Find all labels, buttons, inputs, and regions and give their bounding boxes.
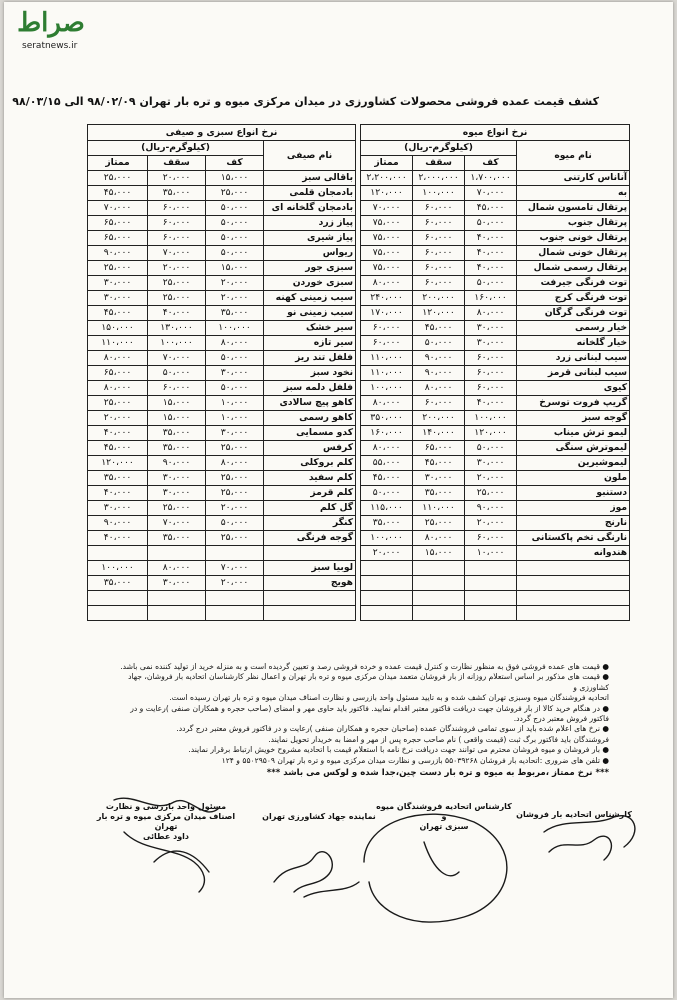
veg-floor-cell: ۱۰،۰۰۰ <box>206 411 264 426</box>
signature-right <box>544 816 635 860</box>
veg-premium-cell: ۳۰،۰۰۰ <box>88 291 148 306</box>
veg-ceiling-cell: ۱۳۰،۰۰۰ <box>148 321 206 336</box>
fruit-ceiling-cell: ۶۰،۰۰۰ <box>413 201 465 216</box>
fruit-floor-cell: ۱۰،۰۰۰ <box>465 546 517 561</box>
fruit-ceiling-cell: ۶۰،۰۰۰ <box>413 276 465 291</box>
veg-floor-cell: ۲۰،۰۰۰ <box>206 501 264 516</box>
veg-ceiling-cell: ۷۰،۰۰۰ <box>148 516 206 531</box>
fruit-ceiling-cell: ۲۰۰،۰۰۰ <box>413 411 465 426</box>
veg-name-cell: سبزی خوردن <box>264 276 356 291</box>
veg-premium-cell: ۶۵،۰۰۰ <box>88 216 148 231</box>
veg-premium-cell: ۴۵،۰۰۰ <box>88 186 148 201</box>
fruit-name-cell: پرتقال خونی جنوب <box>517 231 630 246</box>
fruit-ceiling-cell: ۳۰،۰۰۰ <box>413 471 465 486</box>
fruit-floor-cell: ۶۰،۰۰۰ <box>465 381 517 396</box>
fruit-ceiling-cell: ۶۰،۰۰۰ <box>413 396 465 411</box>
fruit-premium-cell: ۳۵،۰۰۰ <box>361 516 413 531</box>
fruit-name-cell: خیار گلخانه <box>517 336 630 351</box>
fruit-ceiling-cell: ۸۰،۰۰۰ <box>413 531 465 546</box>
fruit-floor-cell: ۳۰،۰۰۰ <box>465 321 517 336</box>
fruit-floor-cell: ۵۰،۰۰۰ <box>465 441 517 456</box>
signatory-center: نماینده جهاد کشاورزی تهران <box>262 812 376 821</box>
veg-floor-cell: ۵۰،۰۰۰ <box>206 516 264 531</box>
fruit-name-cell: دستنبو <box>517 486 630 501</box>
veg-floor-cell: ۵۰،۰۰۰ <box>206 351 264 366</box>
fruit-ceiling-cell: ۲۵،۰۰۰ <box>413 516 465 531</box>
veg-premium-cell: ۸۰،۰۰۰ <box>88 351 148 366</box>
veg-name-cell: گوجه فرنگی <box>264 531 356 546</box>
fruit-floor-cell: ۳۰،۰۰۰ <box>465 456 517 471</box>
fruit-floor-cell: ۳۰،۰۰۰ <box>465 336 517 351</box>
veg-ceiling-cell: ۹۰،۰۰۰ <box>148 456 206 471</box>
veg-name-header: نام صیفی <box>264 141 356 171</box>
veg-name-cell: لوبیا سبز <box>264 561 356 576</box>
veg-name-cell: بادمجان گلخانه ای <box>264 201 356 216</box>
signatory-left-line1: مسئول واحد بازرسی و نظارت <box>105 802 227 811</box>
signatory-left-line3: داود عطائی <box>142 832 190 841</box>
veg-floor-cell: ۲۵،۰۰۰ <box>206 186 264 201</box>
note-line: فروشندگان باید فاکتور برگ ثبت (قیمت واقعی ) نام صاحب حجره پس از مهر و امضا به خریدار تحویل نمایند. <box>268 734 609 744</box>
veg-ceiling-cell: ۳۰،۰۰۰ <box>148 576 206 591</box>
veg-premium-cell: ۹۰،۰۰۰ <box>88 246 148 261</box>
fruit-ceiling-cell: ۱۲۰،۰۰۰ <box>413 306 465 321</box>
veg-ceiling-header: سقف <box>148 156 206 171</box>
veg-floor-cell: ۵۰،۰۰۰ <box>206 231 264 246</box>
fruit-ceiling-cell: ۱۱۰،۰۰۰ <box>413 501 465 516</box>
fruit-premium-cell: ۷۵،۰۰۰ <box>361 216 413 231</box>
veg-premium-cell: ۴۰،۰۰۰ <box>88 531 148 546</box>
veg-premium-cell: ۲۵،۰۰۰ <box>88 396 148 411</box>
fruit-premium-cell: ۱۱۰،۰۰۰ <box>361 366 413 381</box>
fruit-name-cell: سیب لبنانی قرمز <box>517 366 630 381</box>
veg-name-cell: کلم سفید <box>264 471 356 486</box>
note-line: ● بار فروشان و میوه فروشان محترم می توانند جهت دریافت نرخ نامه با استعلام قیمت با اتحادیه مشروح خویش ارتباط برقرار نمایند. <box>188 745 609 755</box>
veg-ceiling-cell: ۲۰،۰۰۰ <box>148 261 206 276</box>
fruit-premium-cell: ۷۵،۰۰۰ <box>361 231 413 246</box>
veg-premium-cell: ۴۰،۰۰۰ <box>88 486 148 501</box>
veg-floor-header: کف <box>206 156 264 171</box>
fruit-ceiling-cell: ۶۵،۰۰۰ <box>413 441 465 456</box>
veg-name-cell: سیب زمینی کهنه <box>264 291 356 306</box>
signatory-left-line2: اصناف میدان مرکزی میوه و تره بار تهران <box>96 812 236 831</box>
fruit-name-cell: توت فرنگی کرج <box>517 291 630 306</box>
veg-name-cell: گل کلم <box>264 501 356 516</box>
fruit-name-cell: گریپ فروت توسرخ <box>517 396 630 411</box>
veg-name-cell: کاهو رسمی <box>264 411 356 426</box>
veg-floor-cell: ۳۵،۰۰۰ <box>206 306 264 321</box>
fruit-ceiling-header: سقف <box>413 156 465 171</box>
fruit-ceiling-cell: ۶۰،۰۰۰ <box>413 216 465 231</box>
fruit-name-cell: توت فرنگی جیرفت <box>517 276 630 291</box>
veg-name-cell: کرفس <box>264 441 356 456</box>
premium-note: *** نرخ ممتاز ،مربوط به میوه و تره بار دست چین،جدا شده و لوکس می باشد *** <box>266 768 609 779</box>
veg-ceiling-cell: ۶۰،۰۰۰ <box>148 381 206 396</box>
veg-premium-cell: ۲۵،۰۰۰ <box>88 261 148 276</box>
veg-ceiling-cell: ۶۰،۰۰۰ <box>148 201 206 216</box>
veg-premium-cell: ۸۰،۰۰۰ <box>88 381 148 396</box>
fruit-ceiling-cell: ۱۰۰،۰۰۰ <box>413 186 465 201</box>
veg-name-cell: فلفل تند ریز <box>264 351 356 366</box>
fruit-floor-cell: ۵۰،۰۰۰ <box>465 216 517 231</box>
fruit-name-cell: لیموترش سنگی <box>517 441 630 456</box>
signatory-center-right-line2: سبزی تهران <box>419 822 469 831</box>
fruit-premium-cell: ۱۰۰،۰۰۰ <box>361 531 413 546</box>
document-title: کشف قیمت عمده فروشی محصولات کشاورزی در میدان مرکزی میوه و تره بار تهران ۹۸/۰۲/۰۹ الی ۹۸/۰۳/۱۵ <box>12 95 599 108</box>
veg-name-cell: کاهو پیچ سالادی <box>264 396 356 411</box>
veg-ceiling-cell: ۳۰،۰۰۰ <box>148 471 206 486</box>
fruit-ceiling-cell: ۹۰،۰۰۰ <box>413 351 465 366</box>
fruit-floor-cell: ۱،۷۰۰،۰۰۰ <box>465 171 517 186</box>
veg-premium-cell: ۱۵۰،۰۰۰ <box>88 321 148 336</box>
veg-premium-cell: ۷۰،۰۰۰ <box>88 201 148 216</box>
veg-floor-cell: ۱۰،۰۰۰ <box>206 396 264 411</box>
veg-floor-cell: ۱۵،۰۰۰ <box>206 171 264 186</box>
fruit-premium-cell: ۴۵،۰۰۰ <box>361 471 413 486</box>
fruit-name-cell: پرتقال تامسون شمال <box>517 201 630 216</box>
fruit-premium-cell: ۵۵،۰۰۰ <box>361 456 413 471</box>
veg-floor-cell: ۷۰،۰۰۰ <box>206 561 264 576</box>
fruit-premium-cell: ۱۰۰،۰۰۰ <box>361 381 413 396</box>
fruit-name-cell: توت فرنگی گرگان <box>517 306 630 321</box>
fruit-premium-cell: ۱۱۰،۰۰۰ <box>361 351 413 366</box>
fruit-name-cell: لیمو ترش میناب <box>517 426 630 441</box>
fruit-ceiling-cell: ۹۰،۰۰۰ <box>413 366 465 381</box>
note-line: ● قیمت های عمده فروشی فوق به منظور نظارت و کنترل قیمت عمده و خرده فروشی رصد و تعیین گردیده است و به منزله خرید از تولید کننده نمی باشد. <box>120 662 609 671</box>
veg-name-cell: کلم بروکلی <box>264 456 356 471</box>
veg-floor-cell: ۸۰،۰۰۰ <box>206 336 264 351</box>
fruit-name-cell: لیموشیرین <box>517 456 630 471</box>
fruit-premium-cell: ۱۲۰،۰۰۰ <box>361 186 413 201</box>
fruit-premium-cell: ۷۵،۰۰۰ <box>361 261 413 276</box>
fruit-premium-cell: ۶۰،۰۰۰ <box>361 321 413 336</box>
fruit-floor-cell: ۸۰،۰۰۰ <box>465 306 517 321</box>
veg-premium-cell: ۲۰،۰۰۰ <box>88 411 148 426</box>
veg-ceiling-cell: ۷۰،۰۰۰ <box>148 246 206 261</box>
veg-premium-cell: ۳۰،۰۰۰ <box>88 276 148 291</box>
veg-name-cell: کدو مسمایی <box>264 426 356 441</box>
fruit-ceiling-cell: ۲،۰۰۰،۰۰۰ <box>413 171 465 186</box>
fruit-ceiling-cell: ۲۰۰،۰۰۰ <box>413 291 465 306</box>
veg-premium-cell: ۳۵،۰۰۰ <box>88 471 148 486</box>
fruit-ceiling-cell: ۶۰،۰۰۰ <box>413 231 465 246</box>
veg-ceiling-cell: ۱۵،۰۰۰ <box>148 411 206 426</box>
fruit-name-header: نام میوه <box>517 141 630 171</box>
veg-premium-header: ممتاز <box>88 156 148 171</box>
veg-name-cell: سیب زمینی نو <box>264 306 356 321</box>
veg-floor-cell: ۲۵،۰۰۰ <box>206 486 264 501</box>
veg-name-cell: کلم قرمز <box>264 486 356 501</box>
veg-ceiling-cell: ۶۰،۰۰۰ <box>148 216 206 231</box>
veg-ceiling-cell: ۴۰،۰۰۰ <box>148 306 206 321</box>
fruit-floor-cell: ۲۰،۰۰۰ <box>465 471 517 486</box>
veg-floor-cell: ۱۰۰،۰۰۰ <box>206 321 264 336</box>
fruit-floor-cell: ۱۶۰،۰۰۰ <box>465 291 517 306</box>
veg-name-cell: سبزی جور <box>264 261 356 276</box>
veg-floor-cell: ۵۰،۰۰۰ <box>206 216 264 231</box>
veg-floor-cell: ۲۰،۰۰۰ <box>206 291 264 306</box>
fruit-floor-cell: ۲۰،۰۰۰ <box>465 516 517 531</box>
fruit-premium-header: ممتاز <box>361 156 413 171</box>
fruit-name-cell: سیب لبنانی زرد <box>517 351 630 366</box>
fruit-name-cell: گوجه سبز <box>517 411 630 426</box>
fruit-name-cell: پرتقال خونی شمال <box>517 246 630 261</box>
veg-floor-cell: ۲۰،۰۰۰ <box>206 276 264 291</box>
veg-ceiling-cell: ۵۰،۰۰۰ <box>148 366 206 381</box>
fruit-section-header: نرخ انواع میوه <box>361 125 630 141</box>
veg-floor-cell: ۲۵،۰۰۰ <box>206 471 264 486</box>
fruit-name-cell: آناناس کارتنی <box>517 171 630 186</box>
veg-premium-cell: ۶۵،۰۰۰ <box>88 366 148 381</box>
veg-unit-header: (کیلوگرم-ریال) <box>88 141 264 156</box>
fruit-premium-cell: ۸۰،۰۰۰ <box>361 441 413 456</box>
veg-name-cell: هویج <box>264 576 356 591</box>
veg-premium-cell: ۱۲۰،۰۰۰ <box>88 456 148 471</box>
fruit-name-cell: پرتقال رسمی شمال <box>517 261 630 276</box>
veg-ceiling-cell: ۳۰،۰۰۰ <box>148 486 206 501</box>
fruit-floor-cell: ۱۰۰،۰۰۰ <box>465 411 517 426</box>
fruit-floor-cell: ۱۲۰،۰۰۰ <box>465 426 517 441</box>
veg-section-header: نرخ انواع سبزی و صیفی <box>88 125 356 141</box>
veg-premium-cell: ۱۰۰،۰۰۰ <box>88 561 148 576</box>
fruit-floor-cell: ۴۰،۰۰۰ <box>465 231 517 246</box>
fruit-premium-cell: ۱۶۰،۰۰۰ <box>361 426 413 441</box>
fruit-unit-header: (کیلوگرم-ریال) <box>361 141 517 156</box>
veg-floor-cell: ۲۵،۰۰۰ <box>206 531 264 546</box>
fruit-floor-cell: ۵۰،۰۰۰ <box>465 276 517 291</box>
veg-name-cell: باقالی سبز <box>264 171 356 186</box>
fruit-floor-cell: ۴۵،۰۰۰ <box>465 201 517 216</box>
note-line: اتحادیه فروشندگان میوه وسبزی تهران کشف شده و به تایید مسئول واحد بازرسی و نظارت اصناف میدان میوه و تره بار تهران رسیده است. <box>169 693 609 703</box>
fruit-ceiling-cell: ۸۰،۰۰۰ <box>413 381 465 396</box>
fruit-ceiling-cell: ۴۵،۰۰۰ <box>413 321 465 336</box>
fruit-premium-cell: ۲،۲۰۰،۰۰۰ <box>361 171 413 186</box>
veg-premium-cell: ۳۵،۰۰۰ <box>88 576 148 591</box>
fruit-floor-cell: ۷۰،۰۰۰ <box>465 186 517 201</box>
fruit-premium-cell: ۶۰،۰۰۰ <box>361 336 413 351</box>
fruit-floor-cell: ۴۰،۰۰۰ <box>465 396 517 411</box>
veg-floor-cell: ۵۰،۰۰۰ <box>206 246 264 261</box>
fruit-premium-cell: ۳۵۰،۰۰۰ <box>361 411 413 426</box>
veg-ceiling-cell: ۲۵،۰۰۰ <box>148 276 206 291</box>
veg-ceiling-cell: ۲۵،۰۰۰ <box>148 291 206 306</box>
veg-premium-cell: ۳۰،۰۰۰ <box>88 501 148 516</box>
veg-name-cell: پیاز شیری <box>264 231 356 246</box>
veg-name-cell: نخود سبز <box>264 366 356 381</box>
fruit-ceiling-cell: ۶۰،۰۰۰ <box>413 246 465 261</box>
fruit-name-cell: هندوانه <box>517 546 630 561</box>
signature-center <box>274 852 359 897</box>
fruit-name-cell: نارنگی تخم پاکستانی <box>517 531 630 546</box>
fruit-ceiling-cell: ۶۰،۰۰۰ <box>413 261 465 276</box>
fruit-ceiling-cell: ۵۰،۰۰۰ <box>413 336 465 351</box>
veg-premium-cell: ۴۵،۰۰۰ <box>88 441 148 456</box>
veg-floor-cell: ۵۰،۰۰۰ <box>206 381 264 396</box>
fruit-ceiling-cell: ۴۵،۰۰۰ <box>413 456 465 471</box>
fruit-floor-cell: ۶۰،۰۰۰ <box>465 366 517 381</box>
fruit-premium-cell: ۵۰،۰۰۰ <box>361 486 413 501</box>
fruit-floor-cell: ۴۰،۰۰۰ <box>465 261 517 276</box>
veg-floor-cell: ۵۰،۰۰۰ <box>206 201 264 216</box>
fruit-floor-cell: ۹۰،۰۰۰ <box>465 501 517 516</box>
handwritten-signatures <box>4 2 673 998</box>
site-url: seratnews.ir <box>22 41 78 51</box>
veg-ceiling-cell: ۳۵،۰۰۰ <box>148 186 206 201</box>
veg-name-cell: ریواس <box>264 246 356 261</box>
veg-ceiling-cell: ۶۰،۰۰۰ <box>148 231 206 246</box>
veg-floor-cell: ۳۰،۰۰۰ <box>206 426 264 441</box>
veg-ceiling-cell: ۳۵،۰۰۰ <box>148 426 206 441</box>
veg-premium-cell: ۴۵،۰۰۰ <box>88 306 148 321</box>
note-line: ● قیمت های مذکور بر اساس استعلام روزانه از بار فروشان متعمد میدان مرکزی میوه و تره بار تهران و اعمال نظر کارشناسان اتحادیه بار فروشان، جهاد کشاورزی و <box>128 672 609 692</box>
veg-premium-cell: ۲۵،۰۰۰ <box>88 171 148 186</box>
veg-ceiling-cell: ۲۵،۰۰۰ <box>148 501 206 516</box>
veg-name-cell: بادمجان قلمی <box>264 186 356 201</box>
fruit-ceiling-cell: ۱۵،۰۰۰ <box>413 546 465 561</box>
veg-premium-cell: ۹۰،۰۰۰ <box>88 516 148 531</box>
fruit-floor-cell: ۲۵،۰۰۰ <box>465 486 517 501</box>
fruit-premium-cell: ۱۱۵،۰۰۰ <box>361 501 413 516</box>
fruit-name-cell: ملون <box>517 471 630 486</box>
veg-premium-cell: ۱۱۰،۰۰۰ <box>88 336 148 351</box>
fruit-floor-header: کف <box>465 156 517 171</box>
fruit-name-cell: خیار رسمی <box>517 321 630 336</box>
veg-ceiling-cell: ۷۰،۰۰۰ <box>148 351 206 366</box>
note-line: ● تلفن های ضروری :اتحادیه بار فروشان ۵۵۰۳۹۲۶۸ بازرسی و نظارت میدان مرکزی میوه و تره بار تهران ۵۵۰۲۹۵۰۹ و ۱۲۴ <box>221 755 609 765</box>
veg-name-cell: کنگر <box>264 516 356 531</box>
veg-premium-cell: ۴۰،۰۰۰ <box>88 426 148 441</box>
fruit-name-cell: موز <box>517 501 630 516</box>
veg-name-cell: سیر تازه <box>264 336 356 351</box>
fruit-name-cell: نارنج <box>517 516 630 531</box>
fruit-floor-cell: ۶۰،۰۰۰ <box>465 531 517 546</box>
veg-floor-cell: ۲۰،۰۰۰ <box>206 576 264 591</box>
fruit-premium-cell: ۷۵،۰۰۰ <box>361 246 413 261</box>
fruit-premium-cell: ۱۷۰،۰۰۰ <box>361 306 413 321</box>
signature-center-right <box>364 814 507 922</box>
veg-name-cell: فلفل دلمه سبز <box>264 381 356 396</box>
veg-ceiling-cell: ۳۵،۰۰۰ <box>148 531 206 546</box>
veg-floor-cell: ۱۵،۰۰۰ <box>206 261 264 276</box>
fruit-name-cell: کیوی <box>517 381 630 396</box>
veg-ceiling-cell: ۱۵،۰۰۰ <box>148 396 206 411</box>
fruit-premium-cell: ۲۰،۰۰۰ <box>361 546 413 561</box>
fruit-name-cell: به <box>517 186 630 201</box>
veg-ceiling-cell: ۸۰،۰۰۰ <box>148 561 206 576</box>
veg-name-cell: پیاز زرد <box>264 216 356 231</box>
fruit-floor-cell: ۶۰،۰۰۰ <box>465 351 517 366</box>
note-line: ● نرخ های اعلام شده باید از سوی تمامی فروشندگان عمده (صاحبان حجره و همکاران صنفی )رعایت و در فاکتور فروش معتبر درج گردد. <box>176 724 609 734</box>
fruit-premium-cell: ۷۰،۰۰۰ <box>361 201 413 216</box>
scanned-document <box>4 2 673 998</box>
fruit-name-cell: پرتقال جنوب <box>517 216 630 231</box>
note-line: ● در هنگام خرید کالا از بار فروشان جهت دریافت فاکتور معتبر اقدام نمایید. فاکتور باید حاوی مهر و امضای (صاحب حجره و همکاران صنفی )رعایت و در فاکتور فروش معتبر درج گردد. <box>130 703 609 724</box>
signature-left <box>114 798 219 892</box>
veg-floor-cell: ۳۰،۰۰۰ <box>206 366 264 381</box>
veg-premium-cell: ۶۵،۰۰۰ <box>88 231 148 246</box>
veg-name-cell: سیر خشک <box>264 321 356 336</box>
veg-ceiling-cell: ۲۰،۰۰۰ <box>148 171 206 186</box>
fruit-premium-cell: ۸۰،۰۰۰ <box>361 396 413 411</box>
fruit-ceiling-cell: ۱۴۰،۰۰۰ <box>413 426 465 441</box>
fruit-floor-cell: ۴۰،۰۰۰ <box>465 246 517 261</box>
fruit-ceiling-cell: ۳۵،۰۰۰ <box>413 486 465 501</box>
signatory-center-right-line1: کارشناس اتحادیه فروشندگان میوه و <box>376 802 512 821</box>
veg-floor-cell: ۲۵،۰۰۰ <box>206 441 264 456</box>
veg-ceiling-cell: ۳۵،۰۰۰ <box>148 441 206 456</box>
fruit-premium-cell: ۸۰،۰۰۰ <box>361 276 413 291</box>
veg-floor-cell: ۸۰،۰۰۰ <box>206 456 264 471</box>
veg-ceiling-cell: ۱۰۰،۰۰۰ <box>148 336 206 351</box>
signatory-right: کارشناس اتحادیه بار فروشان <box>516 810 632 819</box>
fruit-premium-cell: ۲۴۰،۰۰۰ <box>361 291 413 306</box>
logo-mark: صراط <box>17 8 85 38</box>
